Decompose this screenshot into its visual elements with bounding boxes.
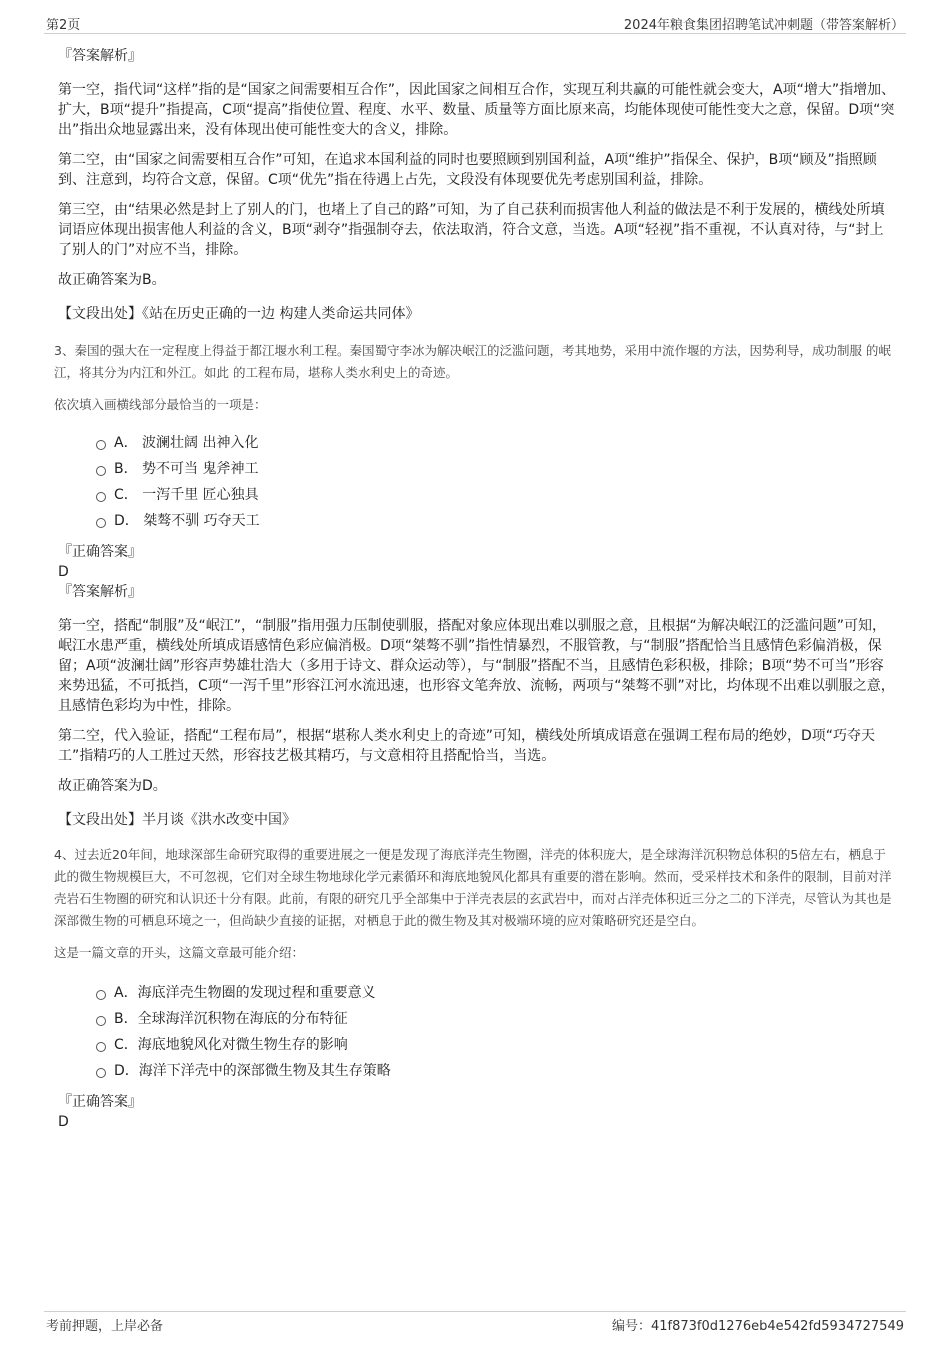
option-label: A． 波澜壮阔 出神入化: [114, 435, 259, 451]
option-d[interactable]: [96, 1058, 906, 1084]
option-c[interactable]: [96, 482, 906, 508]
page-header: [44, 12, 906, 34]
correct-answer: D: [58, 1114, 69, 1130]
option-label: D． 桀骜不驯 巧夺天工: [114, 513, 260, 529]
document-title: 2024年粮食集团招聘笔试冲刺题（带答案解析）: [623, 18, 904, 33]
question-stem: 3、秦国的强大在一定程度上得益于都江堰水利工程。秦国蜀守李冰为解决岷江的泛滥问题，考其地势，采用中流作堰的方法，因势利导，成功制服 的岷江，将其分为内江和外江。如此 的工程布局，堪称人类水利史上的奇迹。: [54, 343, 891, 380]
radio-button[interactable]: [96, 1068, 106, 1078]
correct-answer-label: 『正确答案』: [58, 544, 142, 560]
option-label: D．海洋下洋壳中的深部微生物及其生存策略: [114, 1063, 391, 1079]
analysis-label: 『答案解析』: [58, 48, 142, 64]
option-a[interactable]: [96, 430, 906, 456]
analysis-paragraph: 第二空，由“国家之间需要相互合作”可知，在追求本国利益的同时也要照顾到别国利益，A项“维护”指保全、保护，B项“顾及”指照顾到、注意到，均符合文意，保留。C项“优先”指在待遇上占先，文段没有体现要优先考虑别国利益，排除。: [58, 152, 877, 188]
radio-button[interactable]: [96, 492, 106, 502]
analysis-label: 『答案解析』: [58, 584, 142, 600]
option-label: B． 势不可当 鬼斧神工: [114, 461, 259, 477]
radio-button[interactable]: [96, 518, 106, 528]
option-label: C． 一泻千里 匠心独具: [114, 487, 259, 503]
footer-slogan: 考前押题，上岸必备: [46, 1319, 164, 1334]
option-label: B．全球海洋沉积物在海底的分布特征: [114, 1011, 348, 1027]
radio-button[interactable]: [96, 440, 106, 450]
question-stem: 4、过去近20年间，地球深部生命研究取得的重要进展之一便是发现了海底洋壳生物圈，洋壳的体积庞大，是全球海洋沉积物总体积的5倍左右，栖息于此的微生物规模巨大，不可忽视，它们对全球生物地球化学元素循环和海底地貌风化都具有重要的潜在影响。然而，受采样技术和条件的限制，目前对洋壳岩石生物圈的研究和认识还十分有限。此前，有限的研究几乎全部集中于洋壳表层的玄武岩中，而对占洋壳体积近三分之二的下洋壳，尽管认为其也是深部微生物的可栖息环境之一，但尚缺少直接的证据，对栖息于此的微生物及其对极端环境的应对策略研究还是空白。: [54, 847, 892, 928]
radio-button[interactable]: [96, 1042, 106, 1052]
analysis-paragraph: 第一空，搭配“制服”及“岷江”，“制服”指用强力压制使驯服，搭配对象应体现出难以驯服之意，且根据“为解决岷江的泛滥问题”可知，岷江水患严重，横线处所填成语感情色彩应偏消极。D项“桀骜不驯”指性情暴烈，不服管教，与“制服”搭配恰当且感情色彩偏消极，保留；A项“波澜壮阔”形容声势雄壮浩大（多用于诗文、群众运动等），与“制服”搭配不当，且感情色彩积极，排除；B项“势不可当”形容来势迅猛，不可抵挡，C项“一泻千里”形容江河水流迅速，也形容文笔奔放、流畅，两项与“桀骜不驯”对比，均体现不出难以驯服之意，且感情色彩均为中性，排除。: [58, 618, 895, 714]
analysis-paragraph: 第一空，指代词“这样”指的是“国家之间需要相互合作”，因此国家之间相互合作，实现互利共赢的可能性就会变大，A项“增大”指增加、扩大，B项“提升”指提高，C项“提高”指使位置、程度、水平、数量、质量等方面比原来高，均能体现使可能性变大之意，保留。D项“突出”指出众地显露出来，没有体现出使可能性变大的含义，排除。: [58, 82, 896, 138]
document-serial: 编号：41f873f0d1276eb4e542fd5934727549: [612, 1319, 904, 1334]
option-label: C．海底地貌风化对微生物生存的影响: [114, 1037, 348, 1053]
option-d[interactable]: [96, 508, 906, 534]
option-list: [96, 980, 906, 1084]
radio-button[interactable]: [96, 466, 106, 476]
option-label: A．海底洋壳生物圈的发现过程和重要意义: [114, 985, 376, 1001]
option-a[interactable]: [96, 980, 906, 1006]
page-number: 第2页: [46, 18, 81, 33]
question-instruction: 依次填入画横线部分最恰当的一项是：: [54, 397, 267, 412]
page-footer: [44, 1311, 906, 1335]
option-b[interactable]: [96, 456, 906, 482]
source-citation: 【文段出处】《站在历史正确的一边 构建人类命运共同体》: [58, 306, 420, 322]
radio-button[interactable]: [96, 990, 106, 1000]
answer-conclusion: 故正确答案为D。: [58, 778, 167, 794]
correct-answer-label: 『正确答案』: [58, 1094, 142, 1110]
option-b[interactable]: [96, 1006, 906, 1032]
analysis-paragraph: 第二空，代入验证，搭配“工程布局”，根据“堪称人类水利史上的奇迹”可知，横线处所填成语意在强调工程布局的绝妙，D项“巧夺天工”指精巧的人工胜过天然，形容技艺极其精巧，与文意相符且搭配恰当，当选。: [58, 728, 876, 764]
analysis-paragraph: 第三空，由“结果必然是封上了别人的门，也堵上了自己的路”可知，为了自己获利而损害他人利益的做法是不利于发展的，横线处所填词语应体现出损害他人利益的含义，B项“剥夺”指强制夺去，依法取消，符合文意，当选。A项“轻视”指不重视，不认真对待，与“封上了别人的门”对应不当，排除。: [58, 202, 885, 258]
correct-answer: D: [58, 564, 69, 580]
answer-conclusion: 故正确答案为B。: [58, 272, 166, 288]
question-instruction: 这是一篇文章的开头，这篇文章最可能介绍：: [54, 945, 305, 960]
source-citation: 【文段出处】半月谈《洪水改变中国》: [58, 812, 296, 828]
option-list: [96, 430, 906, 534]
radio-button[interactable]: [96, 1016, 106, 1026]
option-c[interactable]: [96, 1032, 906, 1058]
page-content: [44, 46, 906, 1132]
